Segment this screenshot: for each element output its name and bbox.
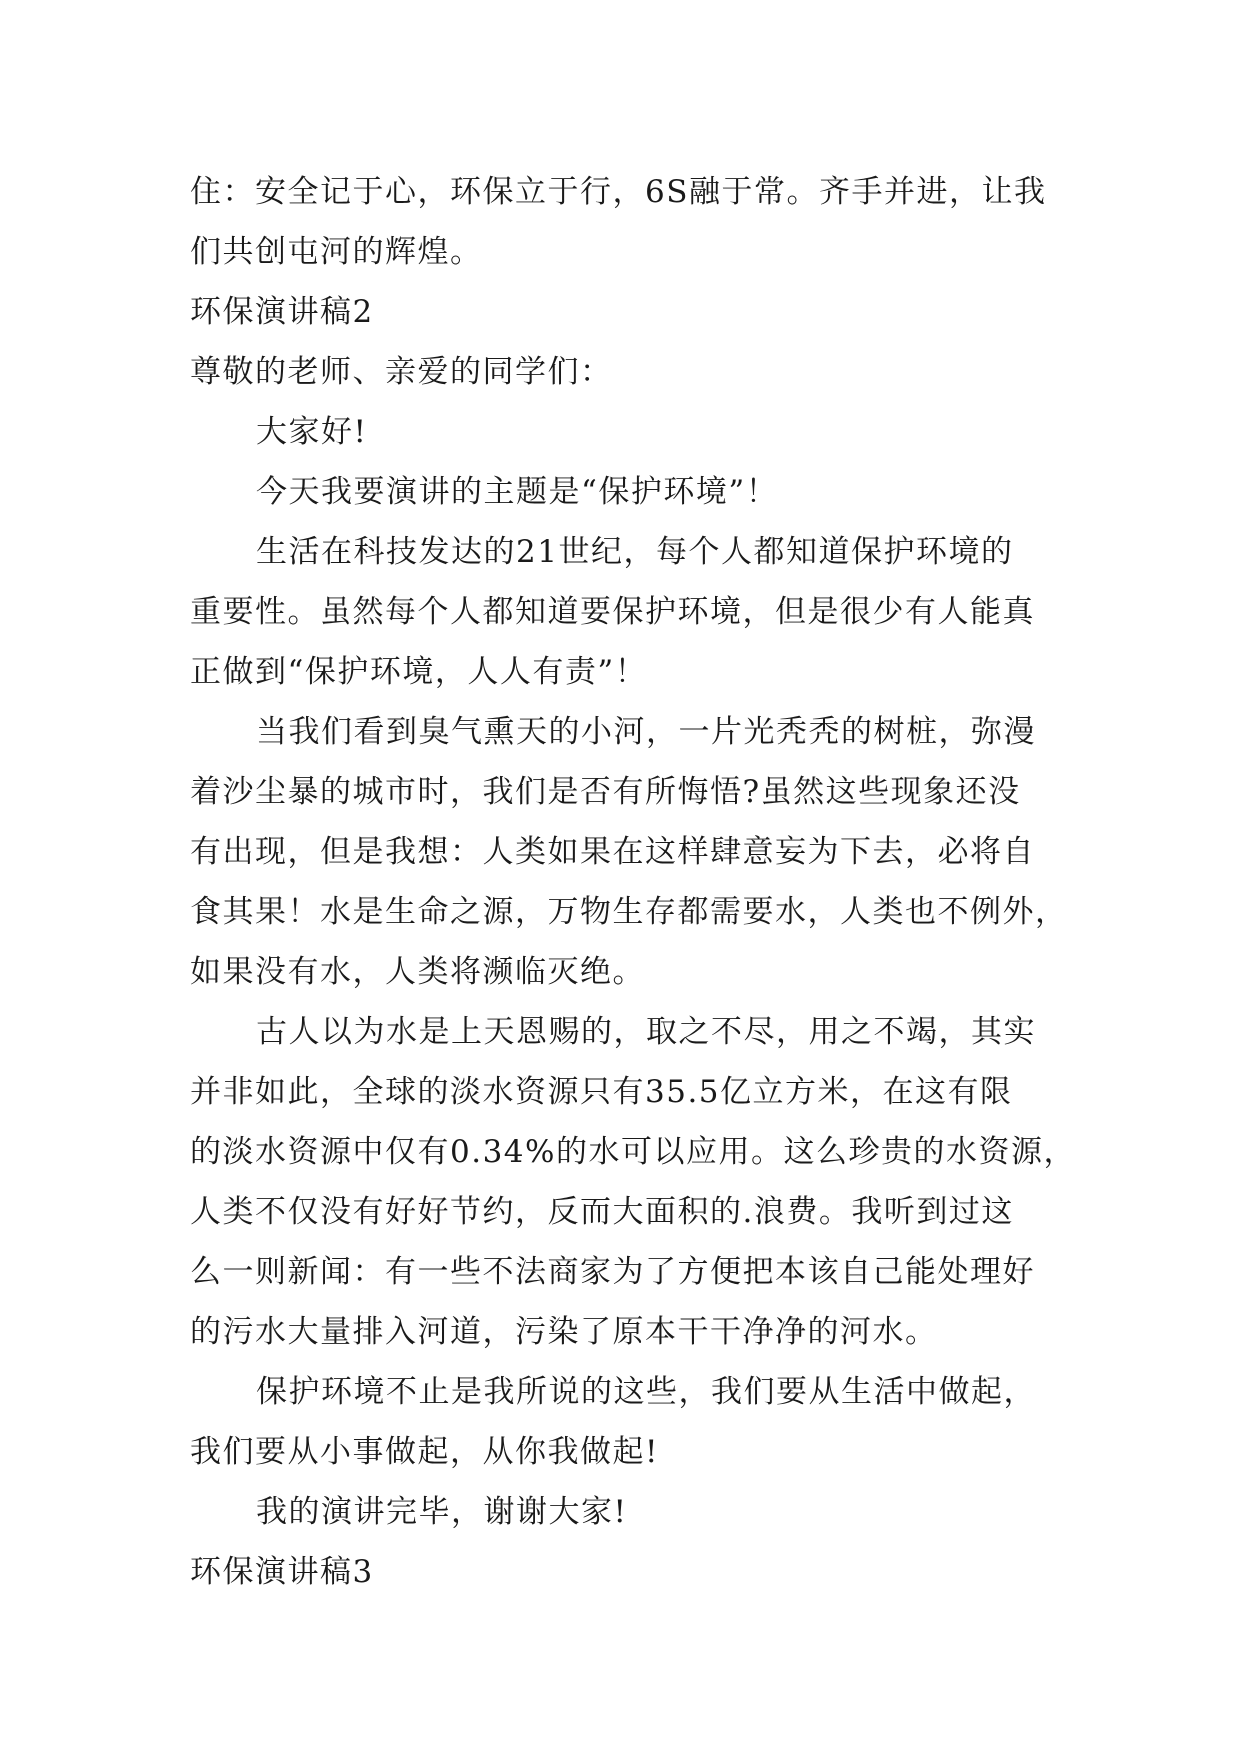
section-heading: 环保演讲稿2 bbox=[190, 294, 374, 330]
text-line: 食其果！水是生命之源，万物生存都需要水，人类也不例外， bbox=[190, 894, 1068, 930]
text-line: 的污水大量排入河道，污染了原本干干净净的河水。 bbox=[190, 1314, 938, 1350]
text-line: 的淡水资源中仅有0.34%的水可以应用。这么珍贵的水资源， bbox=[190, 1134, 1076, 1170]
text-line: 住：安全记于心，环保立于行，6S融于常。齐手并进，让我 bbox=[190, 174, 1047, 210]
text-line: 如果没有水，人类将濒临灭绝。 bbox=[190, 954, 645, 990]
section-heading: 环保演讲稿3 bbox=[190, 1554, 374, 1590]
text-line: 我们要从小事做起，从你我做起! bbox=[190, 1434, 659, 1470]
text-line: 着沙尘暴的城市时，我们是否有所悔悟?虽然这些现象还没 bbox=[190, 774, 1021, 810]
text-line: 大家好! bbox=[256, 414, 368, 450]
salutation: 尊敬的老师、亲爱的同学们： bbox=[190, 354, 613, 390]
text-line: 当我们看到臭气熏天的小河，一片光秃秃的树桩，弥漫 bbox=[256, 714, 1036, 750]
document-body bbox=[190, 162, 1076, 1602]
text-line: 正做到“保护环境，人人有责”！ bbox=[190, 654, 648, 690]
text-line: 生活在科技发达的21世纪，每个人都知道保护环境的 bbox=[256, 534, 1014, 570]
text-line: 我的演讲完毕，谢谢大家! bbox=[256, 1494, 628, 1530]
text-line: 么一则新闻：有一些不法商家为了方便把本该自己能处理好 bbox=[190, 1254, 1035, 1290]
text-line: 重要性。虽然每个人都知道要保护环境，但是很少有人能真 bbox=[190, 594, 1035, 630]
text-line: 有出现，但是我想：人类如果在这样肆意妄为下去，必将自 bbox=[190, 834, 1035, 870]
text-line: 人类不仅没有好好节约，反而大面积的.浪费。我听到过这 bbox=[190, 1194, 1014, 1230]
text-line: 今天我要演讲的主题是“保护环境”！ bbox=[256, 474, 779, 510]
text-line: 并非如此，全球的淡水资源只有35.5亿立方米，在这有限 bbox=[190, 1074, 1013, 1110]
text-line: 保护环境不止是我所说的这些，我们要从生活中做起， bbox=[256, 1374, 1036, 1410]
text-line: 古人以为水是上天恩赐的，取之不尽，用之不竭，其实 bbox=[256, 1014, 1036, 1050]
text-line: 们共创屯河的辉煌。 bbox=[190, 234, 483, 270]
